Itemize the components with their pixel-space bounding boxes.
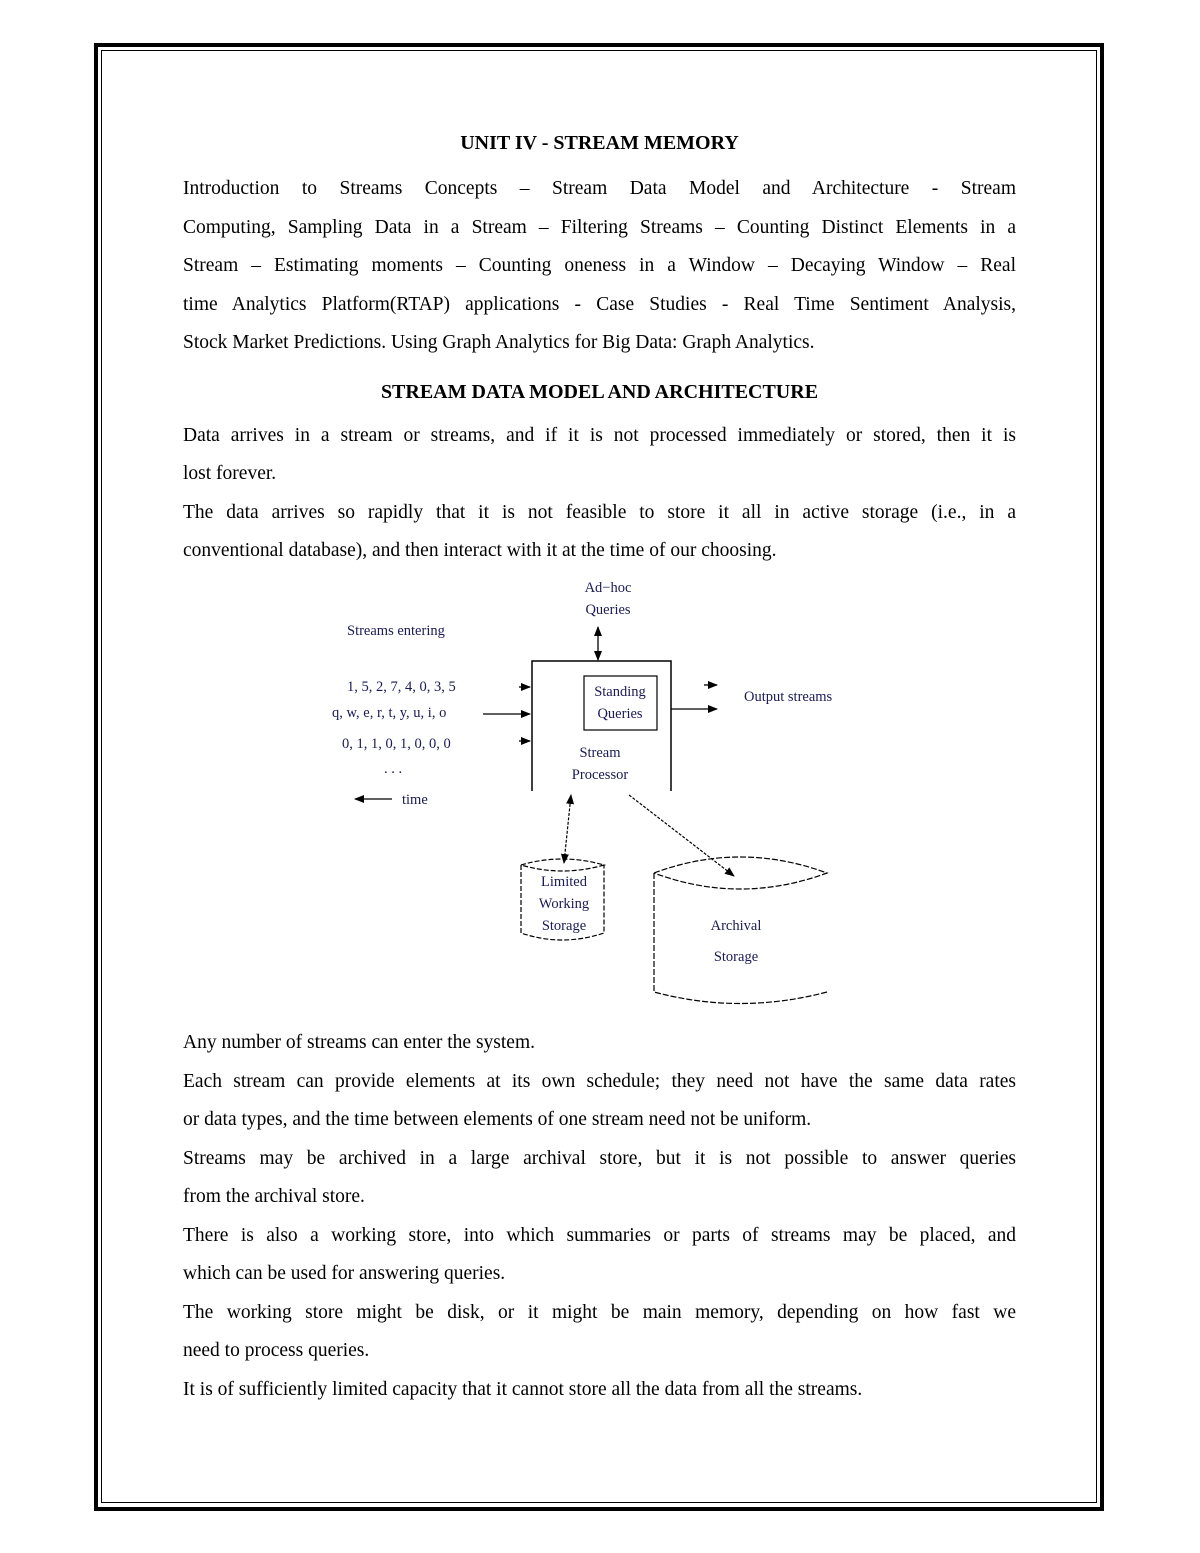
body-line: It is of sufficiently limited capacity that it cannot store all the data from all the streams. [183, 1378, 863, 1400]
document-body-lower [183, 1024, 1016, 1409]
document-body [183, 130, 1016, 571]
processor-label-line1: Stream [579, 745, 621, 761]
body-line: There is also a working store, into which summaries or parts of streams may be placed, and [183, 1224, 1016, 1246]
para1-line: lost forever. [183, 463, 277, 484]
intro-line: Computing, Sampling Data in a Stream – Filtering Streams – Counting Distinct Elements in a [183, 216, 1016, 238]
standing-label-line1: Standing [594, 684, 646, 700]
body-line: from the archival store. [183, 1186, 365, 1207]
standing-label-line2: Queries [597, 706, 643, 722]
para2-line: conventional database), and then interact with it at the time of our choosing. [183, 540, 777, 561]
para2-line: The data arrives so rapidly that it is not feasible to store it all in active storage (i.e., in a [183, 501, 1016, 523]
time-label: time [402, 792, 428, 808]
output-streams-label: Output streams [744, 689, 833, 705]
para1-line: Data arrives in a stream or streams, and if it is not processed immediately or stored, then it is [183, 424, 1016, 446]
section-heading: STREAM DATA MODEL AND ARCHITECTURE [380, 380, 819, 403]
body-line: Any number of streams can enter the system. [183, 1032, 535, 1053]
working-storage-arrow [564, 795, 571, 863]
limited-label-line3: Storage [541, 918, 587, 934]
intro-line: Stream – Estimating moments – Counting oneness in a Window – Decaying Window – Real [183, 255, 1016, 276]
adhoc-label-line2: Queries [585, 602, 631, 618]
adhoc-label-line1: Ad−hoc [584, 580, 632, 596]
stream-3: 0, 1, 1, 0, 1, 0, 0, 0 [342, 736, 451, 752]
body-line: which can be used for answering queries. [183, 1263, 506, 1284]
intro-line: Introduction to Streams Concepts – Stream Data Model and Architecture - Stream [183, 178, 1016, 199]
stream-architecture-diagram [320, 575, 880, 1015]
limited-label-line2: Working [538, 896, 590, 912]
body-line: The working store might be disk, or it might be main memory, depending on how fast we [183, 1301, 1016, 1323]
body-line: or data types, and the time between elements of one stream need not be uniform. [183, 1109, 812, 1130]
intro-line: time Analytics Platform(RTAP) applications - Case Studies - Real Time Sentiment Analysis, [183, 293, 1016, 315]
body-line: Each stream can provide elements at its own schedule; they need not have the same data rates [183, 1070, 1016, 1092]
unit-title: UNIT IV - STREAM MEMORY [460, 132, 739, 154]
limited-label-line1: Limited [541, 874, 587, 890]
archival-label-line1: Archival [710, 918, 762, 934]
body-line: Streams may be archived in a large archival store, but it is not possible to answer queries [183, 1147, 1016, 1169]
streams-entering-label: Streams entering [347, 623, 445, 639]
archival-label-line2: Storage [713, 949, 759, 965]
body-line: need to process queries. [183, 1340, 370, 1361]
stream-ellipsis: . . . [384, 761, 403, 777]
stream-2: q, w, e, r, t, y, u, i, o [332, 705, 447, 721]
intro-line: Stock Market Predictions. Using Graph Analytics for Big Data: Graph Analytics. [183, 332, 815, 353]
processor-label-line2: Processor [571, 767, 629, 783]
stream-1: 1, 5, 2, 7, 4, 0, 3, 5 [347, 679, 456, 695]
